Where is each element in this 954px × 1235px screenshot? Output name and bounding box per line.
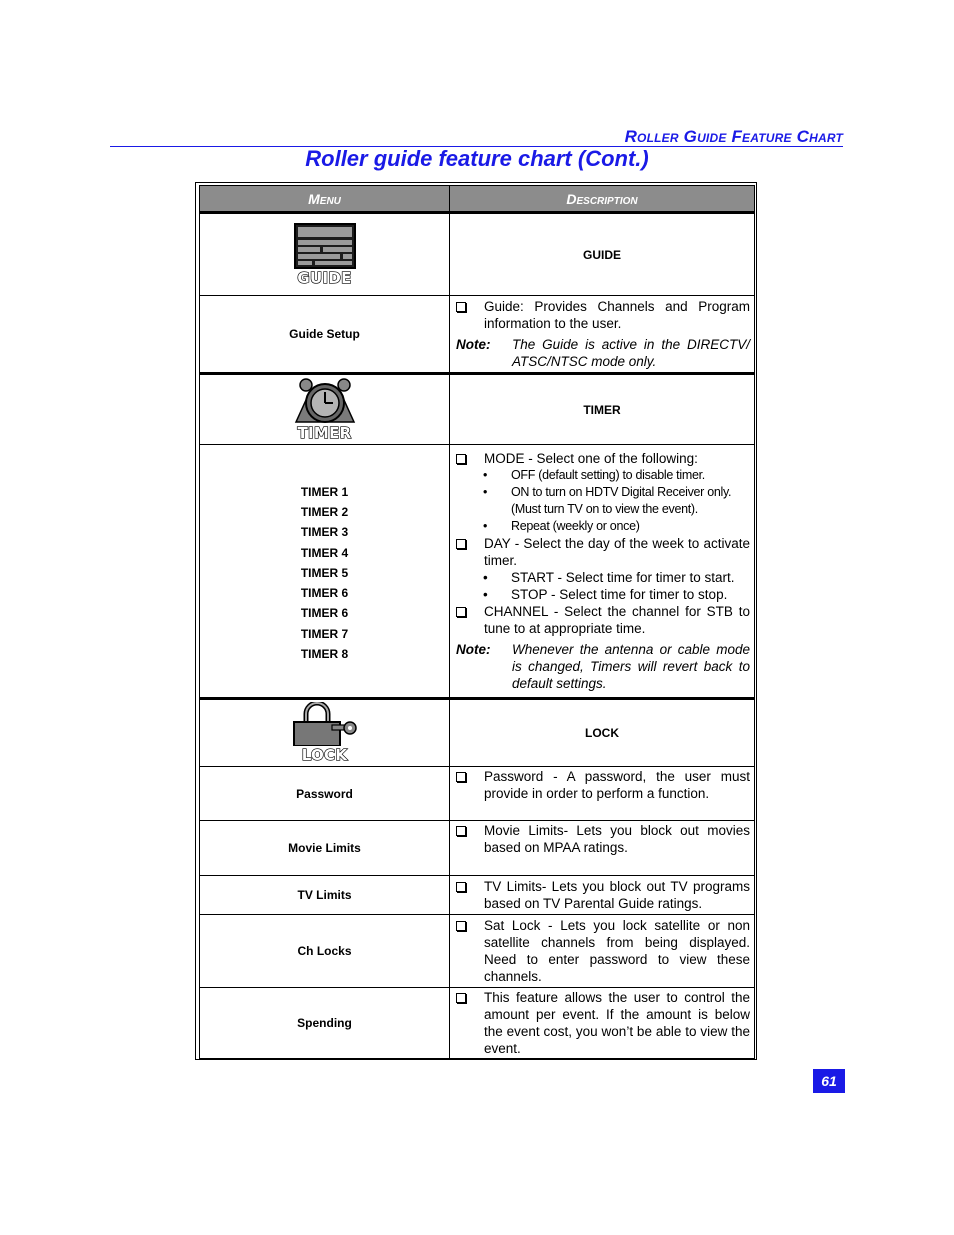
- lock-icon-cell: [200, 700, 450, 766]
- page-number: 61: [813, 1069, 845, 1093]
- password-menu-cell: [200, 767, 450, 820]
- movie-limits-row: [199, 821, 755, 876]
- timer-desc-cell: [450, 445, 754, 697]
- movie-limits-menu-cell: [200, 821, 450, 875]
- movie-limits-bullet: [456, 822, 750, 856]
- timer-item: TIMER 6: [300, 606, 349, 621]
- timer-day-text: DAY - Select the day of the week to activate timer.: [484, 536, 750, 568]
- timer-mode-text: MODE - Select one of the following:: [484, 451, 698, 466]
- ch-locks-label: Ch Locks: [297, 944, 352, 958]
- password-bullet: [456, 768, 750, 802]
- guide-icon-label: GUIDE: [297, 268, 352, 287]
- ch-locks-row: [199, 915, 755, 988]
- movie-limits-label: Movie Limits: [288, 841, 361, 855]
- timer-mode-repeat: • Repeat (weekly or once): [483, 519, 640, 533]
- guide-icon: [294, 223, 356, 287]
- checkbox-square-icon: [456, 607, 466, 617]
- guide-note: [456, 336, 750, 370]
- guide-section-cell: [450, 214, 754, 295]
- ch-locks-menu-cell: [200, 915, 450, 987]
- password-desc-text: Password - A password, the user must provide in order to perform a function.: [484, 769, 750, 801]
- checkbox-square-icon: [456, 539, 466, 549]
- checkbox-square-icon: [456, 921, 466, 931]
- checkbox-square-icon: [456, 882, 466, 892]
- tv-limits-desc-cell: [450, 876, 754, 914]
- timer-start: • START - Select time for timer to start.: [483, 570, 735, 585]
- guide-section-label: GUIDE: [582, 247, 621, 262]
- guide-setup-desc-cell: [450, 296, 754, 372]
- lock-icon-row: [199, 700, 755, 767]
- password-row: [199, 767, 755, 821]
- alarm-clock-icon: [292, 378, 358, 424]
- guide-icon-cell: [200, 214, 450, 295]
- timer-note-label: Note:: [456, 642, 491, 657]
- lock-section-label: LOCK: [585, 726, 619, 740]
- running-head: Roller Guide Feature Chart: [624, 127, 843, 146]
- guide-setup-label: Guide Setup: [289, 327, 360, 341]
- checkbox-square-icon: [456, 993, 466, 1003]
- checkbox-square-icon: [456, 454, 466, 464]
- timer-section-label: TIMER: [583, 402, 621, 417]
- timer-item: TIMER 1: [300, 484, 349, 499]
- timer-item: TIMER 6: [300, 586, 349, 601]
- menu-column-header: Menu: [200, 186, 450, 211]
- lock-section-cell: [450, 700, 754, 766]
- timer-icon-cell: [200, 375, 450, 444]
- guide-setup-menu-cell: [200, 296, 450, 372]
- spending-row: [199, 988, 755, 1059]
- spending-desc-text: This feature allows the user to control the amount per event. If the amount is below the event cost, you won’t be able to view the event.: [484, 990, 750, 1056]
- timer-item: TIMER 5: [300, 565, 349, 580]
- guide-icon-row: [199, 214, 755, 296]
- timer-mode-bullet: [456, 450, 750, 467]
- timer-item: TIMER 8: [300, 647, 349, 662]
- timer-item: TIMER 2: [300, 504, 349, 519]
- table-header-row: [199, 185, 755, 214]
- timer-mode-off-text: OFF (default setting) to disable timer.: [511, 468, 705, 482]
- timer-list-cell: [200, 445, 450, 697]
- ch-locks-desc-cell: [450, 915, 754, 987]
- checkbox-square-icon: [456, 826, 466, 836]
- lock-icon-label: LOCK: [301, 746, 348, 764]
- guide-note-text: The Guide is active in the DIRECTV/ ATSC/NTSC mode only.: [512, 337, 750, 369]
- timer-note: [456, 641, 750, 692]
- tv-limits-menu-cell: [200, 876, 450, 914]
- timer-day-bullet: [456, 535, 750, 569]
- timer-channel-text: CHANNEL - Select the channel for STB to tune to at appropriate time.: [484, 604, 750, 636]
- guide-grid-icon: [294, 223, 356, 269]
- movie-limits-desc-text: Movie Limits- Lets you block out movies based on MPAA ratings.: [484, 823, 750, 855]
- guide-setup-row: [199, 296, 755, 375]
- timer-mode-repeat-text: Repeat (weekly or once): [511, 519, 640, 533]
- timer-settings-row: [199, 445, 755, 700]
- guide-note-label: Note:: [456, 337, 491, 352]
- tv-limits-row: [199, 876, 755, 915]
- spending-menu-cell: [200, 988, 450, 1058]
- timer-icon-row: [199, 375, 755, 445]
- timer-item: TIMER 7: [300, 626, 349, 641]
- timer-mode-on-text: ON to turn on HDTV Digital Receiver only. (Must turn TV on to view the event).: [511, 485, 732, 516]
- timer-item: TIMER 4: [300, 545, 349, 560]
- checkbox-square-icon: [456, 302, 466, 312]
- timer-icon-label: TIMER: [297, 423, 352, 442]
- spending-bullet: [456, 989, 750, 1057]
- timer-item: TIMER 3: [300, 525, 349, 540]
- ch-locks-bullet: [456, 917, 750, 985]
- movie-limits-desc-cell: [450, 821, 754, 875]
- ch-locks-desc-text: Sat Lock - Lets you lock satellite or non satellite channels from being displayed. Need to enter password to view these channels.: [484, 918, 750, 984]
- password-desc-cell: [450, 767, 754, 820]
- timer-icon: [292, 378, 358, 442]
- password-label: Password: [296, 786, 353, 801]
- spending-desc-cell: [450, 988, 754, 1058]
- tv-limits-desc-text: TV Limits- Lets you block out TV programs based on TV Parental Guide ratings.: [484, 879, 750, 911]
- guide-setup-text: Guide: Provides Channels and Program information to the user.: [484, 299, 750, 331]
- lock-icon: [292, 702, 358, 764]
- description-column-header: Description: [566, 190, 638, 207]
- timer-stop-text: STOP - Select time for timer to stop.: [511, 587, 728, 602]
- timer-start-text: START - Select time for timer to start.: [511, 570, 735, 585]
- tv-limits-bullet: [456, 878, 750, 912]
- timer-mode-on: • ON to turn on HDTV Digital Receiver only. (Must turn TV on to view the event).: [456, 484, 750, 518]
- tv-limits-label: TV Limits: [297, 888, 352, 902]
- timer-channel-bullet: [456, 603, 750, 637]
- timer-stop: • STOP - Select time for timer to stop.: [483, 587, 728, 602]
- timer-mode-off: • OFF (default setting) to disable timer.: [483, 468, 705, 482]
- page-title: Roller guide feature chart (Cont.): [305, 146, 649, 171]
- timer-section-cell: [450, 375, 754, 444]
- spending-label: Spending: [297, 1016, 352, 1030]
- guide-setup-bullet: [456, 298, 750, 332]
- timer-note-text: Whenever the antenna or cable mode is changed, Timers will revert back to default settings.: [512, 642, 750, 691]
- checkbox-square-icon: [456, 772, 466, 782]
- padlock-key-icon: [292, 702, 358, 746]
- feature-table: [199, 185, 755, 1059]
